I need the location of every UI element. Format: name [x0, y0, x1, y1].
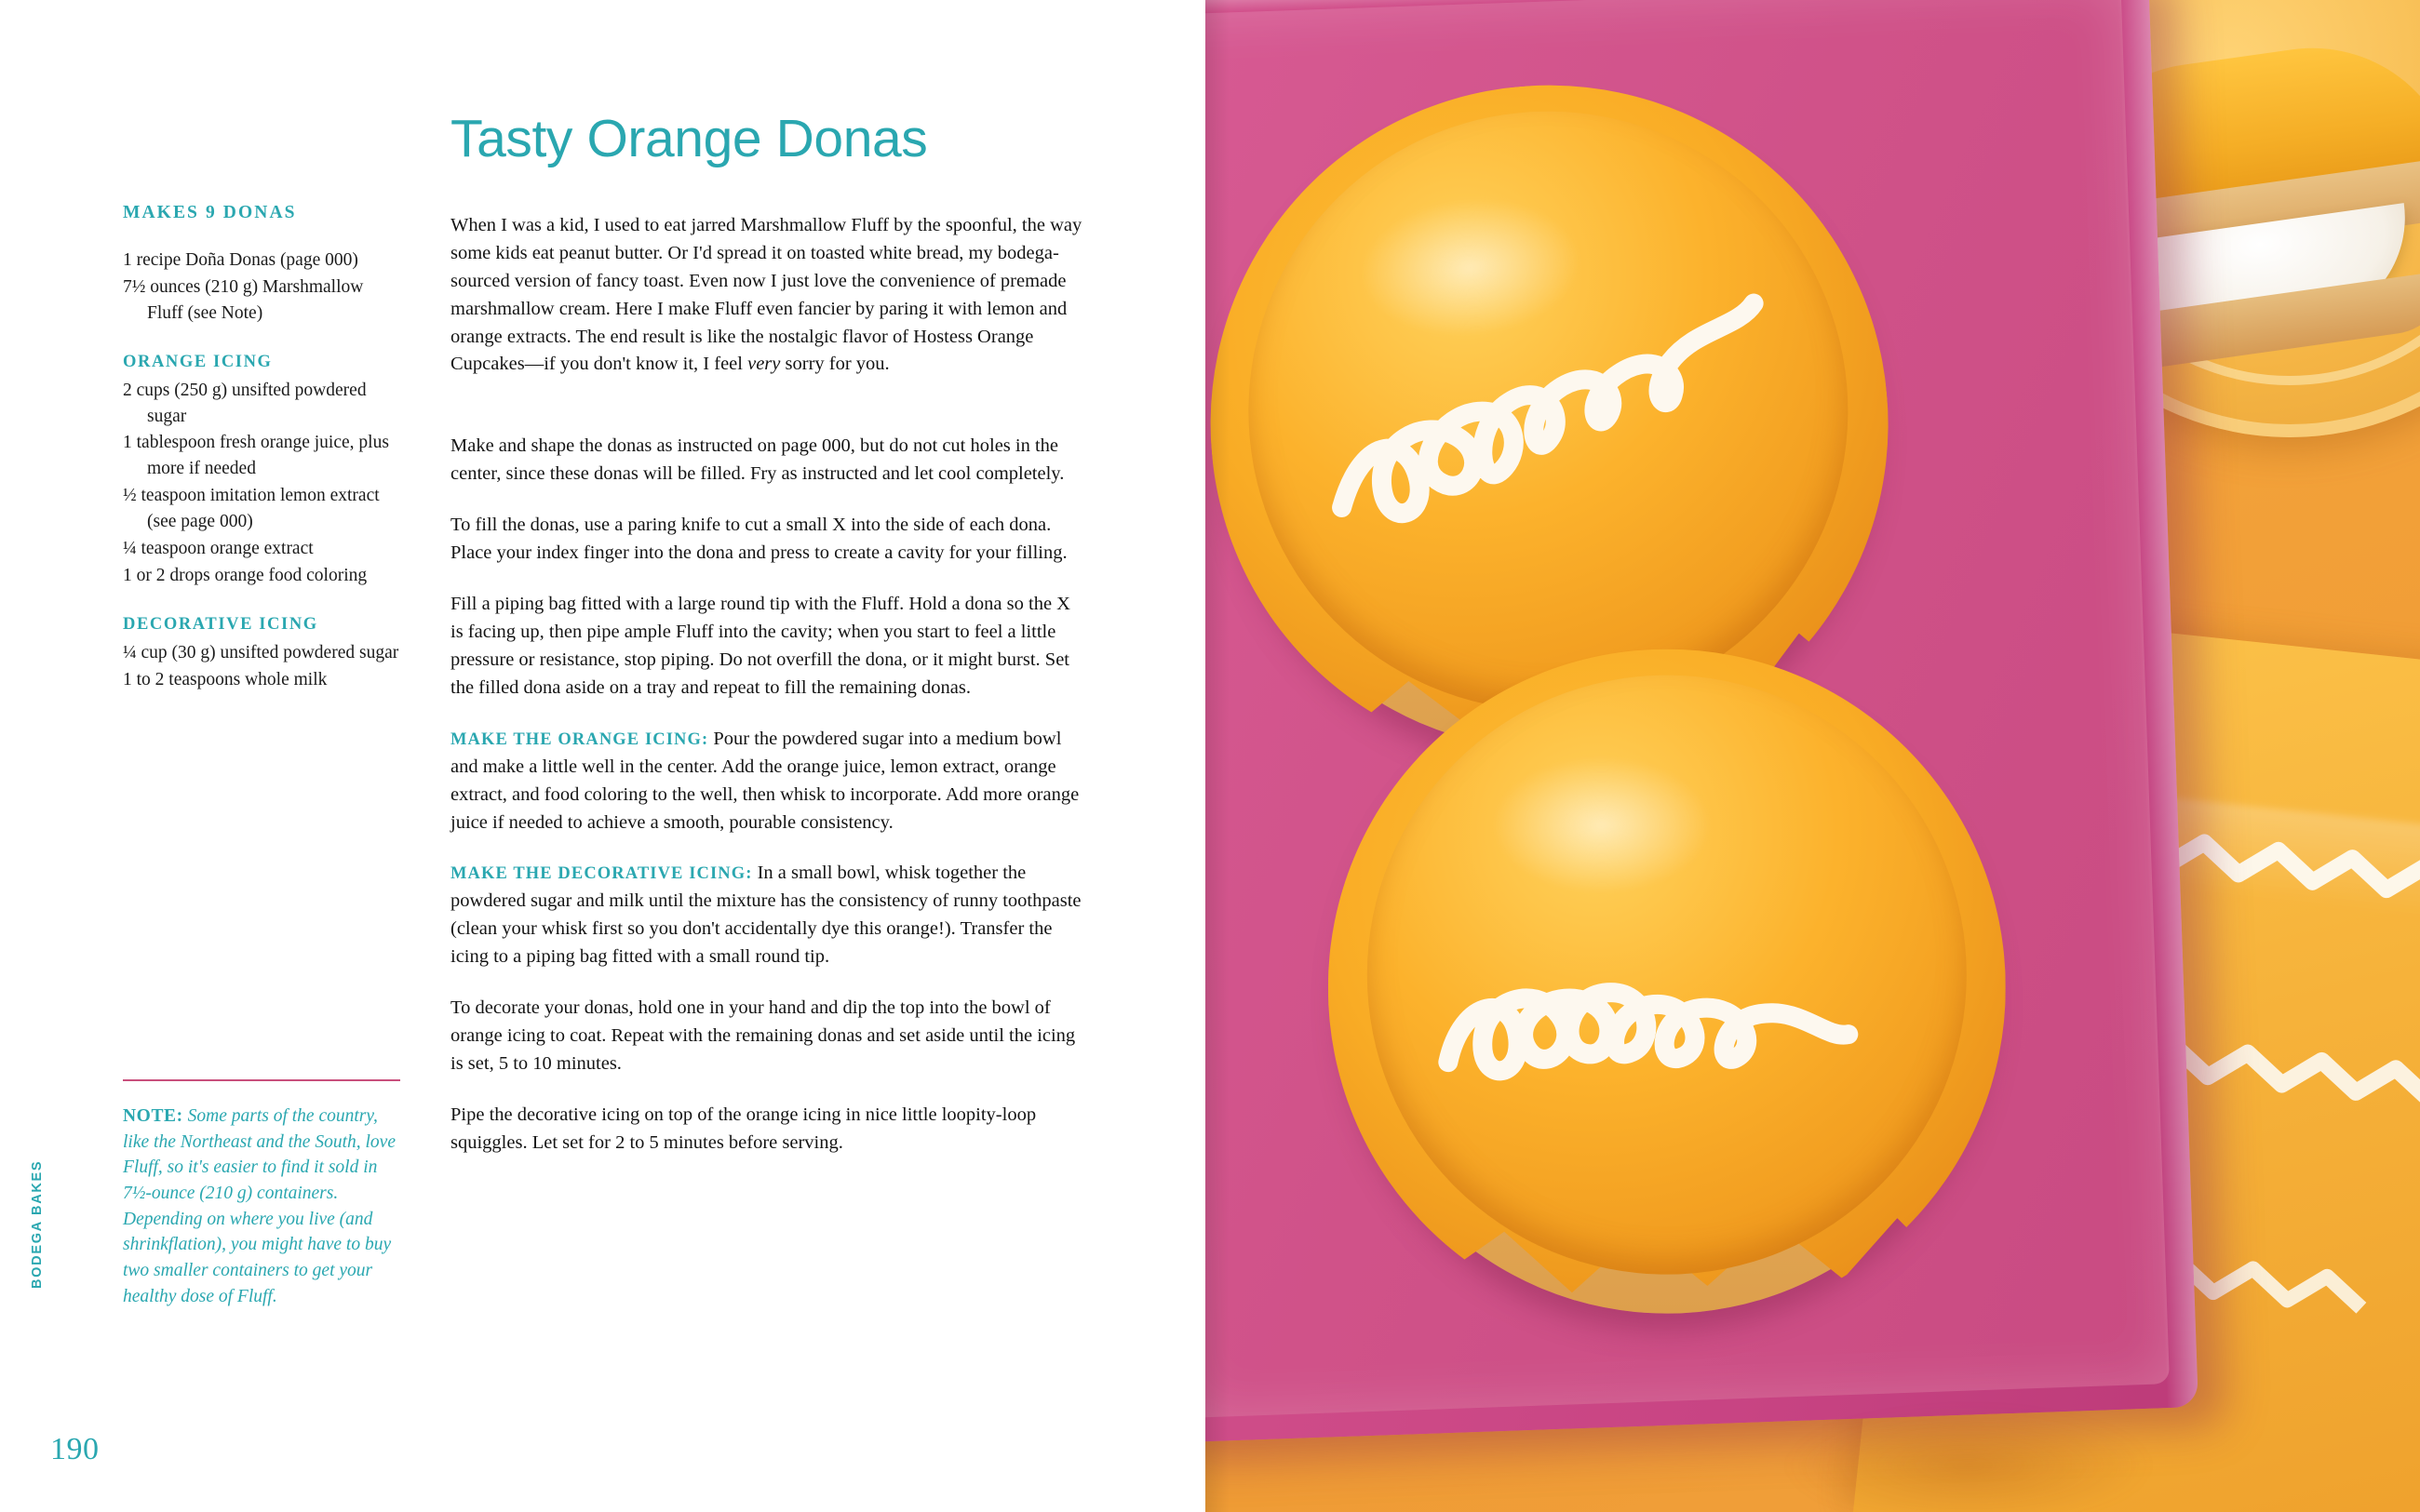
headnote-part-2: sorry for you.	[780, 354, 890, 375]
step-paragraph: Fill a piping bag fitted with a large round tip with the Fluff. Hold a dona so the X is facing up, then pipe ample Fluff into the cavity; when you start to feel a little pressure or resistance, stop piping. Do not overfill the dona, or it might burst. Set the filled dona aside on a tray and repeat to fill the remaining donas.	[450, 594, 1070, 698]
tray-cast-shadow	[1727, 1391, 2211, 1512]
yield-label: MAKES 9 DONAS	[123, 203, 297, 222]
step-paragraph: Make and shape the donas as instructed on page 000, but do not cut holes in the center, since these donas will be filled. Fry as instructed and let cool completely.	[450, 435, 1065, 485]
page-title: Tasty Orange Donas	[450, 109, 928, 168]
list-item: ½ teaspoon imitation lemon extract (see page 000)	[123, 486, 380, 531]
method-steps	[450, 433, 1083, 1157]
note-box	[123, 1104, 402, 1310]
step-paragraph: To fill the donas, use a paring knife to cut a small X into the side of each dona. Place your index finger into the dona and press to create a cavity for your filling.	[450, 515, 1068, 564]
step-paragraph	[450, 726, 1083, 837]
ingredient-list-decorative-icing	[123, 640, 402, 693]
list-item: 1 to 2 teaspoons whole milk	[123, 669, 328, 689]
step-paragraph: Pipe the decorative icing on top of the orange icing in nice little loopity-loop squiggles. Let set for 2 to 5 minutes before serving.	[450, 1104, 1037, 1153]
list-item: 1 or 2 drops orange food coloring	[123, 565, 368, 585]
ingredient-group-base	[123, 248, 402, 327]
step-paragraph: To decorate your donas, hold one in your hand and dip the top into the bowl of orange icing to coat. Repeat with the remaining donas and set aside until the icing is set, 5 to 10 minutes.	[450, 997, 1076, 1074]
list-item: 1 tablespoon fresh orange juice, plus more if needed	[123, 433, 389, 479]
step-runin-heading: MAKE THE ORANGE ICING:	[450, 729, 709, 749]
step-text: Pour the powdered sugar into a medium bowl and make a little well in the center. Add the orange juice, lemon extract, orange extract, and food coloring to the well, then whisk to incorporate. Add more orange juice if needed to achieve a smooth, pourable consistency.	[450, 728, 1080, 833]
headnote-part-1: When I was a kid, I used to eat jarred Marshmallow Fluff by the spoonful, the way some kids eat peanut butter. Or I'd spread it on toasted white bread, my bodega-sourced version of fancy toast. Even now I just love the convenience of premade marshmallow cream. Here I make Fluff even fancier by paring it with lemon and orange extracts. The end result is like the nostalgic flavor of Hostess Orange Cupcakes—if you don't know it, I feel	[450, 214, 1082, 375]
list-item: 2 cups (250 g) unsifted powdered sugar	[123, 380, 367, 426]
note-text: Some parts of the country, like the Northeast and the South, love Fluff, so it's easier to find it sold in 7½-ounce (210 g) containers. Depending on where you live (and shrinkflation), you might have to buy two smaller containers to get your healthy dose of Fluff.	[123, 1106, 396, 1306]
icing-squiggle-icon	[1341, 662, 1993, 1314]
step-runin-heading: MAKE THE DECORATIVE ICING:	[450, 864, 753, 884]
main-text-column	[450, 109, 1083, 1157]
pink-serving-tray	[1205, 0, 2198, 1443]
step-paragraph	[450, 860, 1083, 971]
ingredient-group-decorative-icing	[123, 615, 402, 693]
note-paragraph	[123, 1104, 402, 1310]
dona-bottom	[1341, 662, 1993, 1314]
step-text: In a small bowl, whisk together the powdered sugar and milk until the mixture has the consistency of runny toothpaste (clean your whisk first so you don't accidentally dye this orange!). Transfer the icing to a piping bag fitted with a small round tip.	[450, 863, 1082, 968]
headnote	[450, 212, 1083, 380]
ingredient-group-heading: DECORATIVE ICING	[123, 614, 318, 634]
right-page-photograph	[1205, 0, 2420, 1512]
list-item: 1 recipe Doña Donas (page 000)	[123, 250, 358, 270]
list-item: 7½ ounces (210 g) Marshmallow Fluff (see Note)	[123, 276, 364, 323]
left-page	[0, 0, 1205, 1512]
headnote-paragraph	[450, 212, 1083, 380]
list-item: ¼ teaspoon orange extract	[123, 538, 314, 558]
ingredients-sidebar	[123, 203, 402, 718]
ingredient-group-orange-icing	[123, 353, 402, 589]
ingredient-group-heading: ORANGE ICING	[123, 352, 273, 371]
running-head: BODEGA BAKES	[30, 1159, 45, 1289]
page-number: 190	[50, 1432, 100, 1466]
note-label: NOTE:	[123, 1106, 183, 1126]
ingredient-list-base	[123, 248, 402, 327]
note-divider	[123, 1079, 400, 1081]
headnote-emphasis: very	[747, 354, 781, 375]
ingredient-list-orange-icing	[123, 378, 402, 589]
list-item: ¼ cup (30 g) unsifted powdered sugar	[123, 642, 399, 662]
